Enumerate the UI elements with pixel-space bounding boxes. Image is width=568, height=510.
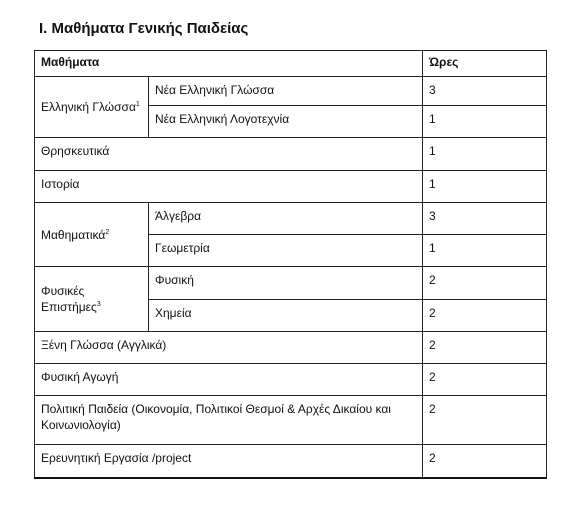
table-row [35,332,547,364]
subject-label-line2: Επιστήμες [41,300,97,314]
subpart-label: Γεωμετρία [149,235,423,267]
subject-greek-language [35,77,149,138]
hours-cell: 2 [423,396,547,445]
hours-cell: 1 [423,106,547,138]
hours-cell: 3 [423,203,547,235]
subject-label: Ελληνική Γλώσσα [41,100,136,114]
subject-mathematics [35,203,149,267]
subject-label: Μαθηματικά [41,227,106,242]
hours-cell: 1 [423,138,547,171]
footnote-marker: 3 [96,301,101,308]
subject-label: Ερευνητική Εργασία /project [35,445,423,478]
subject-label: Ιστορία [35,171,423,203]
subpart-label: Άλγεβρα [149,203,423,235]
table-row [35,364,547,396]
subpart-label: Χημεία [149,300,423,332]
subject-label: Ξένη Γλώσσα (Αγγλικά) [35,332,423,364]
hours-cell: 2 [423,364,547,396]
table-header-row [35,51,547,77]
table-row [35,171,547,203]
hours-cell: 2 [423,300,547,332]
hours-cell: 1 [423,171,547,203]
hours-cell: 1 [423,235,547,267]
table-row [35,267,547,300]
header-hours: Ώρες [423,51,547,77]
table-row [35,203,547,235]
header-subjects: Μαθήματα [35,51,423,77]
subject-label-line1: Φυσικές [41,284,85,298]
subject-label: Θρησκευτικά [35,138,423,171]
hours-cell: 2 [423,267,547,300]
subject-label: Πολιτική Παιδεία (Οικονομία, Πολιτικοί Θεσμοί & Αρχές Δικαίου και Κοινωνιολογία) [35,396,423,445]
table-row [35,77,547,106]
hours-cell: 2 [423,332,547,364]
table-row [35,445,547,478]
subject-label: Φυσική Αγωγή [35,364,423,396]
hours-cell: 2 [423,445,547,478]
footnote-marker: 2 [105,228,110,236]
footnote-marker: 1 [135,101,140,108]
table-row [35,396,547,445]
table-row [35,138,547,171]
subjects-table [34,50,547,479]
subpart-label: Νέα Ελληνική Λογοτεχνία [149,106,423,138]
subpart-label: Φυσική [149,267,423,300]
subpart-label: Νέα Ελληνική Γλώσσα [149,77,423,106]
section-title: I. Μαθήματα Γενικής Παιδείας [39,20,249,37]
subject-natural-sciences [35,267,149,332]
hours-cell: 3 [423,77,547,106]
